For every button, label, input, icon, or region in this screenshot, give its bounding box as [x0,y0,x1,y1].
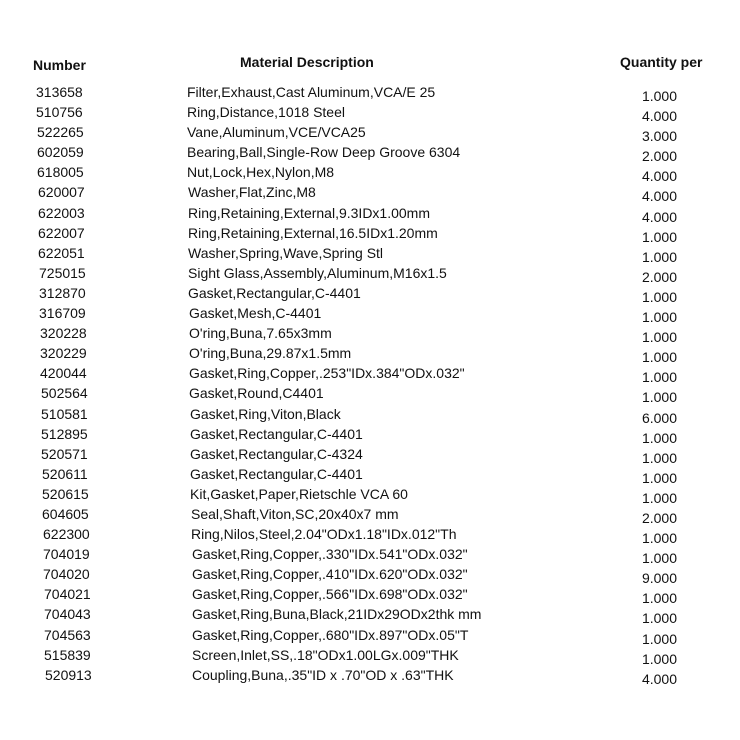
material-description: Ring,Nilos,Steel,2.04"ODx1.18"IDx.012"Th [191,526,457,543]
table-header [0,54,740,74]
part-number: 515839 [44,646,91,663]
quantity-per: 1.000 [641,550,677,567]
quantity-per: 1.000 [641,228,677,245]
quantity-per: 1.000 [641,349,677,366]
table-row [0,323,740,346]
table-row [0,544,740,567]
part-number: 520611 [42,465,88,482]
material-description: Nut,Lock,Hex,Nylon,M8 [187,164,335,181]
table-row [0,283,740,303]
table-row [0,584,740,607]
table-row [0,645,740,665]
material-description: Kit,Gasket,Paper,Rietschle VCA 60 [190,485,408,502]
part-number: 522265 [37,124,84,141]
quantity-per: 1.000 [641,88,677,104]
quantity-per: 1.000 [641,530,677,547]
table-row [0,243,740,263]
column-header-description: Material Description [240,54,374,70]
material-description: Coupling,Buna,.35"ID x .70"OD x .63"THK [192,666,454,683]
quantity-per: 6.000 [641,409,677,426]
material-description: Gasket,Ring,Viton,Black [190,405,341,422]
material-description: Washer,Spring,Wave,Spring Stl [188,244,384,261]
material-description: Gasket,Ring,Copper,.566"IDx.698"ODx.032" [192,586,468,603]
material-description: Gasket,Rectangular,C-4324 [190,445,363,462]
quantity-per: 1.000 [641,248,677,265]
table-row [0,625,740,645]
table-row [0,303,740,326]
quantity-per: 1.000 [641,329,677,346]
part-number: 704043 [44,606,91,623]
table-row [0,484,740,504]
material-description: Gasket,Ring,Copper,.253"IDx.384"ODx.032" [189,365,465,382]
part-number: 704563 [44,626,91,643]
material-description: Gasket,Ring,Copper,.680"IDx.897"ODx.05"T [192,626,469,643]
table-row [0,383,740,406]
part-number: 622007 [38,224,85,241]
quantity-per: 1.000 [641,469,677,486]
part-number: 704019 [43,546,90,563]
material-description: Gasket,Ring,Copper,.410"IDx.620"ODx.032" [192,566,468,583]
part-number: 316709 [39,305,86,322]
table-row [0,363,740,386]
material-description: Gasket,Rectangular,C-4401 [188,284,361,301]
part-number: 622003 [38,204,85,221]
part-number: 312870 [39,284,86,301]
quantity-per: 4.000 [641,168,677,185]
table-row [0,343,740,366]
material-description: Gasket,Mesh,C-4401 [189,305,322,322]
table-row [0,524,740,547]
material-description: Ring,Retaining,External,9.3IDx1.00mm [188,204,431,221]
material-description: Gasket,Ring,Buna,Black,21IDx29ODx2thk mm [192,606,482,623]
material-description: Gasket,Ring,Copper,.330"IDx.541"ODx.032" [192,546,468,563]
part-number: 520913 [45,666,92,683]
table-row [0,223,740,243]
table-row [0,604,740,627]
part-number: 313658 [36,84,83,100]
table-row [0,404,740,424]
table-row [0,665,740,685]
part-number: 510581 [41,405,88,422]
table-row [0,142,740,165]
material-description: Gasket,Rectangular,C-4401 [190,425,363,442]
material-description: Ring,Retaining,External,16.5IDx1.20mm [188,224,438,241]
part-number: 602059 [37,144,84,161]
part-number: 420044 [40,365,87,382]
part-number: 622051 [38,244,85,261]
table-row [0,504,740,524]
part-number: 510756 [36,104,83,121]
quantity-per: 1.000 [641,429,677,446]
table-body [0,82,740,685]
quantity-per: 1.000 [641,590,677,607]
part-number: 320228 [40,325,87,342]
quantity-per: 4.000 [641,108,677,125]
column-header-number: Number [33,57,86,73]
quantity-per: 1.000 [641,610,677,627]
table-row [0,444,740,464]
quantity-per: 1.000 [641,309,677,326]
part-number: 512895 [41,425,88,442]
quantity-per: 4.000 [641,670,677,687]
material-description: Seal,Shaft,Viton,SC,20x40x7 mm [191,505,399,522]
part-number: 620007 [38,184,85,201]
quantity-per: 1.000 [641,288,677,305]
table-row [0,102,740,125]
material-description: Filter,Exhaust,Cast Aluminum,VCA/E 25 [187,84,436,100]
quantity-per: 4.000 [641,208,677,225]
table-row [0,203,740,223]
material-description: O'ring,Buna,7.65x3mm [189,325,332,342]
table-row [0,82,740,102]
material-description: Gasket,Rectangular,C-4401 [190,465,363,482]
quantity-per: 1.000 [641,389,677,406]
part-number: 604605 [42,505,89,522]
quantity-per: 1.000 [641,650,677,667]
quantity-per: 2.000 [641,148,677,165]
table-row [0,263,740,283]
part-number: 618005 [37,164,84,181]
material-description: Vane,Aluminum,VCE/VCA25 [187,124,366,141]
table-row [0,122,740,145]
quantity-per: 1.000 [641,630,677,647]
material-description: O'ring,Buna,29.87x1.5mm [189,345,352,362]
part-number: 725015 [39,264,86,281]
quantity-per: 1.000 [641,369,677,386]
material-description: Washer,Flat,Zinc,M8 [188,184,316,201]
material-description: Gasket,Round,C4401 [189,385,324,402]
quantity-per: 1.000 [641,489,677,506]
material-description: Bearing,Ball,Single-Row Deep Groove 6304 [187,144,461,161]
column-header-quantity: Quantity per [620,54,703,70]
material-description: Sight Glass,Assembly,Aluminum,M16x1.5 [188,264,447,281]
quantity-per: 9.000 [641,570,677,587]
part-number: 622300 [43,526,90,543]
table-row [0,162,740,185]
part-number: 502564 [41,385,88,402]
material-description: Ring,Distance,1018 Steel [187,104,345,121]
material-description: Screen,Inlet,SS,.18"ODx1.00LGx.009"THK [192,646,459,663]
table-row [0,424,740,444]
part-number: 520571 [41,445,88,462]
part-number: 704021 [44,586,91,603]
table-row [0,182,740,205]
quantity-per: 1.000 [641,449,677,466]
table-row [0,564,740,587]
quantity-per: 3.000 [641,128,677,145]
quantity-per: 4.000 [641,188,677,205]
quantity-per: 2.000 [641,509,677,526]
quantity-per: 2.000 [641,268,677,285]
part-number: 704020 [43,566,90,583]
part-number: 520615 [42,485,89,502]
table-row [0,464,740,484]
part-number: 320229 [40,345,87,362]
